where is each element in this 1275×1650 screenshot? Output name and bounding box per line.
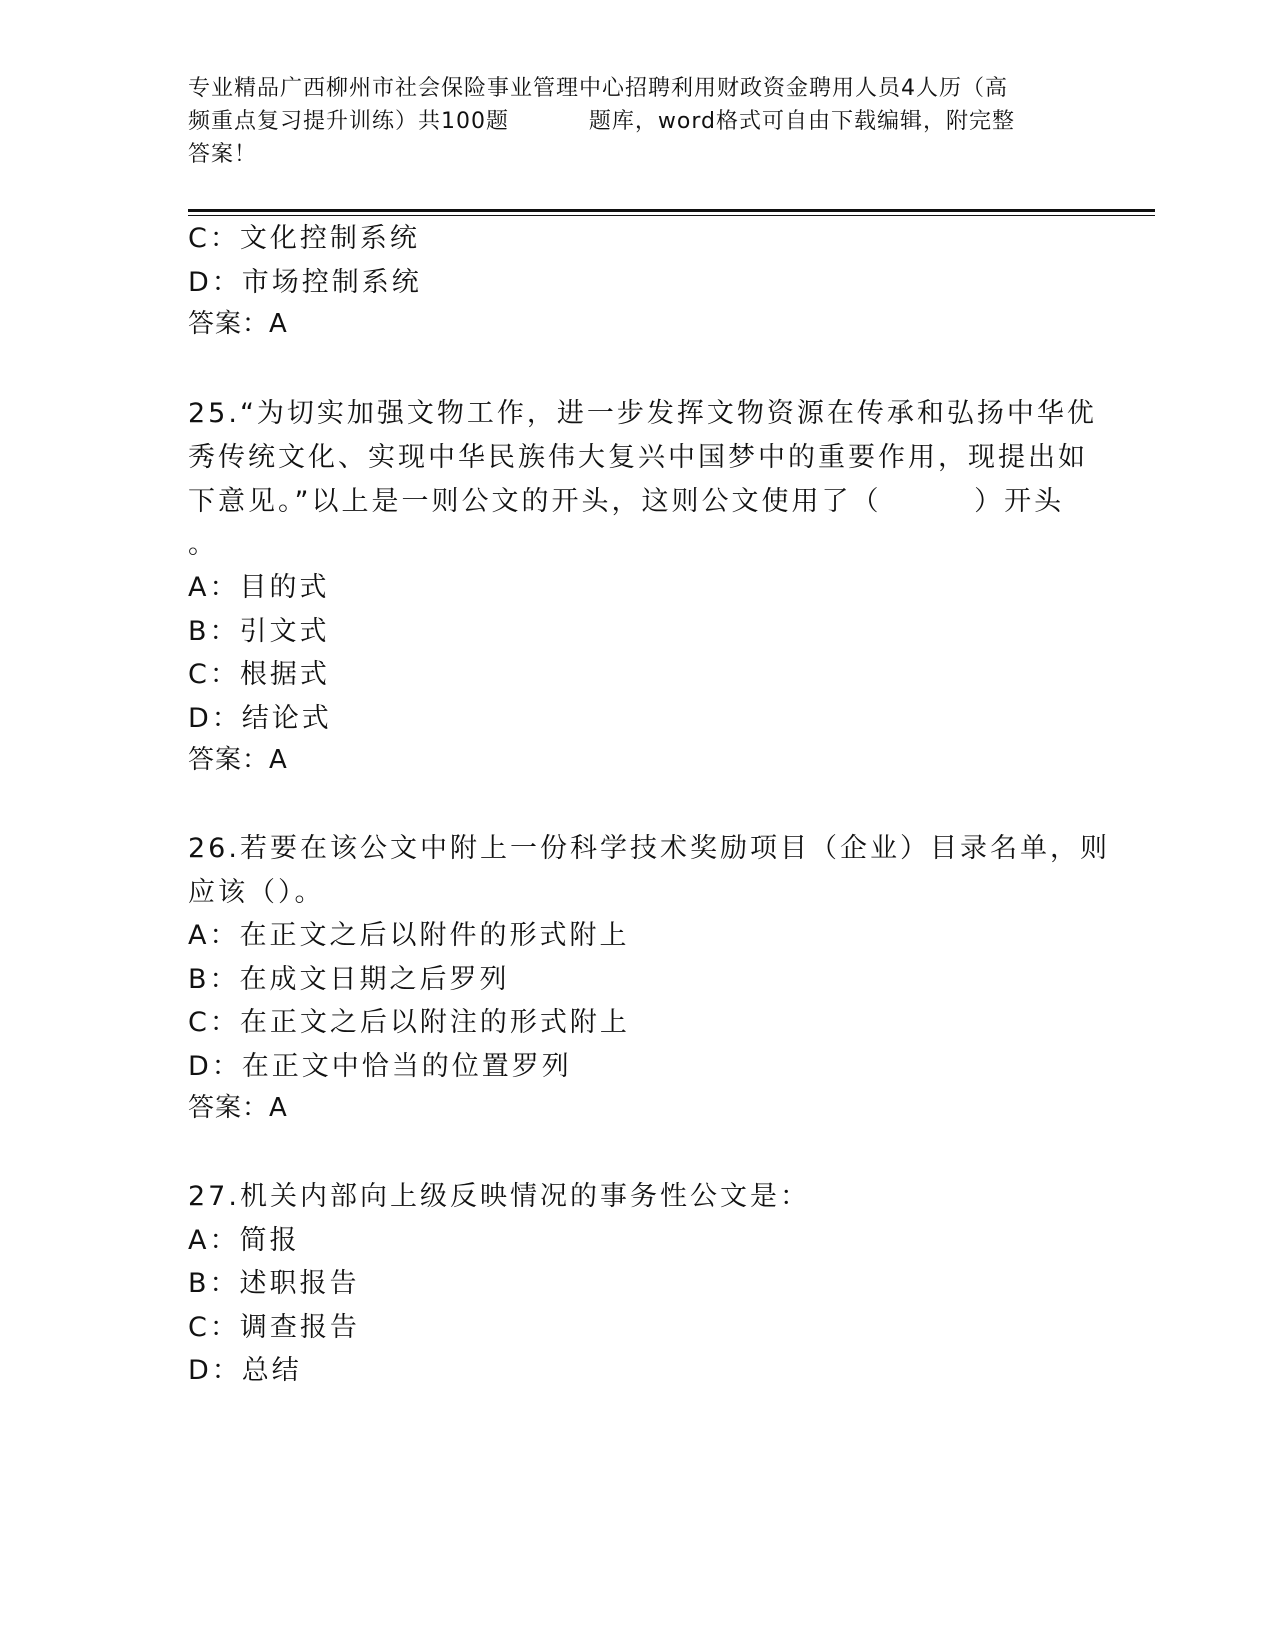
document-header: [188, 72, 1088, 171]
q27-option-b: B：述职报告: [188, 1268, 360, 1299]
q26-stem-line-2: 应该（）。: [188, 877, 325, 908]
header-line-3: 答案！: [188, 142, 258, 167]
q26-option-a: A：在正文之后以附件的形式附上: [188, 920, 630, 951]
q27-option-c: C：调查报告: [188, 1312, 360, 1343]
q25-stem-line-3: 下意见。”以上是一则公文的开头，这则公文使用了（ ）开头: [188, 486, 1065, 517]
q24-answer: 答案：A: [188, 309, 288, 339]
q26-option-b: B：在成文日期之后罗列: [188, 964, 510, 995]
q26-answer: 答案：A: [188, 1093, 288, 1123]
q24-option-c: C：文化控制系统: [188, 223, 420, 254]
q27-option-d: D：总结: [188, 1355, 302, 1386]
q27-stem-line-1: 27.机关内部向上级反映情况的事务性公文是：: [188, 1181, 810, 1212]
q26-option-c: C：在正文之后以附注的形式附上: [188, 1007, 630, 1038]
q25-option-b: B：引文式: [188, 616, 330, 647]
header-line-1: 专业精品广西柳州市社会保险事业管理中心招聘利用财政资金聘用人员4人历（高: [188, 76, 1008, 101]
q25-stem-line-4: 。: [188, 529, 218, 560]
q25-option-d: D：结论式: [188, 703, 332, 734]
q25-stem-line-2: 秀传统文化、实现中华民族伟大复兴中国梦中的重要作用，现提出如: [188, 442, 1088, 473]
header-line-2: 频重点复习提升训练）共100题 题库，word格式可自由下载编辑，附完整: [188, 109, 1016, 134]
q25-stem-line-1: 25.“为切实加强文物工作，进一步发挥文物资源在传承和弘扬中华优: [188, 398, 1097, 429]
q25-option-c: C：根据式: [188, 659, 330, 690]
header-divider-thick: [188, 209, 1155, 212]
q25-option-a: A：目的式: [188, 572, 330, 603]
q25-answer: 答案：A: [188, 745, 288, 775]
q26-option-d: D：在正文中恰当的位置罗列: [188, 1051, 572, 1082]
q26-stem-line-1: 26.若要在该公文中附上一份科学技术奖励项目（企业）目录名单，则: [188, 833, 1110, 864]
q27-option-a: A：简报: [188, 1225, 300, 1256]
q24-option-d: D：市场控制系统: [188, 267, 422, 298]
